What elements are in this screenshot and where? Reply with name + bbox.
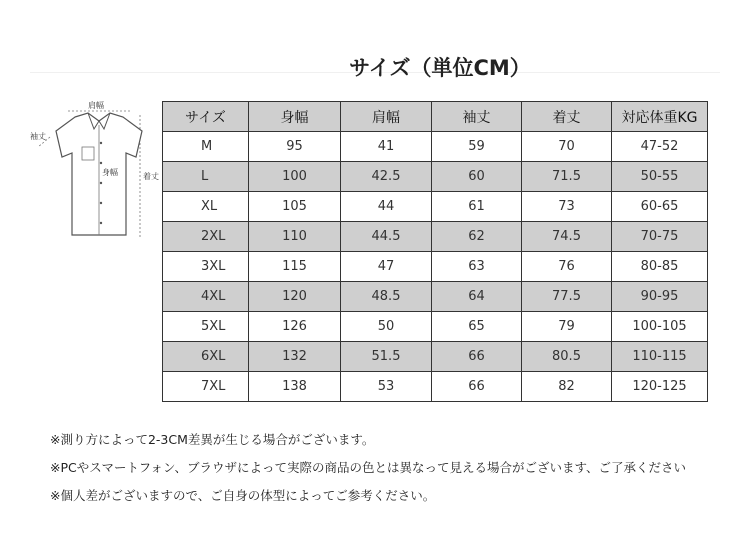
table-row bbox=[163, 282, 708, 312]
weight-cell: 110-115 bbox=[612, 342, 708, 372]
table-row bbox=[163, 192, 708, 222]
length-cell: 73 bbox=[522, 192, 612, 222]
table-row bbox=[163, 222, 708, 252]
weight-cell: 80-85 bbox=[612, 252, 708, 282]
size-cell: 7XL bbox=[163, 372, 249, 402]
table-row bbox=[163, 132, 708, 162]
header-length: 着丈 bbox=[522, 102, 612, 132]
chest-cell: 105 bbox=[249, 192, 341, 222]
length-cell: 71.5 bbox=[522, 162, 612, 192]
chest-cell: 126 bbox=[249, 312, 341, 342]
sleeve-cell: 62 bbox=[432, 222, 522, 252]
note-color: ※PCやスマートフォン、ブラウザによって実際の商品の色とは異なって見える場合がございます、ご了承ください bbox=[50, 460, 686, 475]
table-row bbox=[163, 252, 708, 282]
sleeve-cell: 61 bbox=[432, 192, 522, 222]
shirt-icon bbox=[30, 95, 170, 245]
length-cell: 70 bbox=[522, 132, 612, 162]
sleeve-label: 袖丈 bbox=[30, 132, 46, 141]
chest-cell: 120 bbox=[249, 282, 341, 312]
shoulder-label: 肩幅 bbox=[88, 101, 104, 110]
length-cell: 82 bbox=[522, 372, 612, 402]
shoulder-cell: 42.5 bbox=[341, 162, 432, 192]
page-title: サイズ（単位CM） bbox=[349, 56, 531, 80]
size-table bbox=[162, 101, 708, 402]
shoulder-cell: 44.5 bbox=[341, 222, 432, 252]
size-cell: L bbox=[163, 162, 249, 192]
length-cell: 77.5 bbox=[522, 282, 612, 312]
weight-cell: 47-52 bbox=[612, 132, 708, 162]
notes-section bbox=[50, 432, 686, 516]
shoulder-cell: 41 bbox=[341, 132, 432, 162]
note-measurement: ※測り方によって2-3CM差異が生じる場合がございます。 bbox=[50, 432, 375, 447]
chest-cell: 132 bbox=[249, 342, 341, 372]
weight-cell: 60-65 bbox=[612, 192, 708, 222]
shoulder-cell: 48.5 bbox=[341, 282, 432, 312]
note-body-type: ※個人差がございますので、ご自身の体型によってご参考ください。 bbox=[50, 488, 436, 503]
table-row bbox=[163, 162, 708, 192]
length-cell: 80.5 bbox=[522, 342, 612, 372]
size-cell: 3XL bbox=[163, 252, 249, 282]
sleeve-cell: 60 bbox=[432, 162, 522, 192]
length-cell: 79 bbox=[522, 312, 612, 342]
chest-cell: 138 bbox=[249, 372, 341, 402]
sleeve-cell: 65 bbox=[432, 312, 522, 342]
sleeve-cell: 66 bbox=[432, 342, 522, 372]
shirt-diagram bbox=[30, 95, 170, 245]
table-row bbox=[163, 372, 708, 402]
size-cell: 6XL bbox=[163, 342, 249, 372]
weight-cell: 100-105 bbox=[612, 312, 708, 342]
weight-cell: 90-95 bbox=[612, 282, 708, 312]
length-label: 着丈 bbox=[143, 172, 159, 181]
table-header-row bbox=[163, 102, 708, 132]
size-cell: 4XL bbox=[163, 282, 249, 312]
chest-cell: 95 bbox=[249, 132, 341, 162]
chest-cell: 100 bbox=[249, 162, 341, 192]
chest-cell: 115 bbox=[249, 252, 341, 282]
sleeve-cell: 59 bbox=[432, 132, 522, 162]
sleeve-cell: 63 bbox=[432, 252, 522, 282]
table-row bbox=[163, 342, 708, 372]
size-cell: M bbox=[163, 132, 249, 162]
shoulder-cell: 53 bbox=[341, 372, 432, 402]
shoulder-cell: 47 bbox=[341, 252, 432, 282]
header-size: サイズ bbox=[163, 102, 249, 132]
header-weight: 対応体重KG bbox=[612, 102, 708, 132]
weight-cell: 50-55 bbox=[612, 162, 708, 192]
header-chest: 身幅 bbox=[249, 102, 341, 132]
size-cell: 5XL bbox=[163, 312, 249, 342]
header-sleeve: 袖丈 bbox=[432, 102, 522, 132]
header-shoulder: 肩幅 bbox=[341, 102, 432, 132]
shoulder-cell: 50 bbox=[341, 312, 432, 342]
table-row bbox=[163, 312, 708, 342]
size-cell: 2XL bbox=[163, 222, 249, 252]
sleeve-cell: 66 bbox=[432, 372, 522, 402]
sleeve-cell: 64 bbox=[432, 282, 522, 312]
shoulder-cell: 44 bbox=[341, 192, 432, 222]
shoulder-cell: 51.5 bbox=[341, 342, 432, 372]
length-cell: 76 bbox=[522, 252, 612, 282]
chest-cell: 110 bbox=[249, 222, 341, 252]
size-cell: XL bbox=[163, 192, 249, 222]
weight-cell: 120-125 bbox=[612, 372, 708, 402]
weight-cell: 70-75 bbox=[612, 222, 708, 252]
chest-label: 身幅 bbox=[102, 168, 118, 177]
length-cell: 74.5 bbox=[522, 222, 612, 252]
